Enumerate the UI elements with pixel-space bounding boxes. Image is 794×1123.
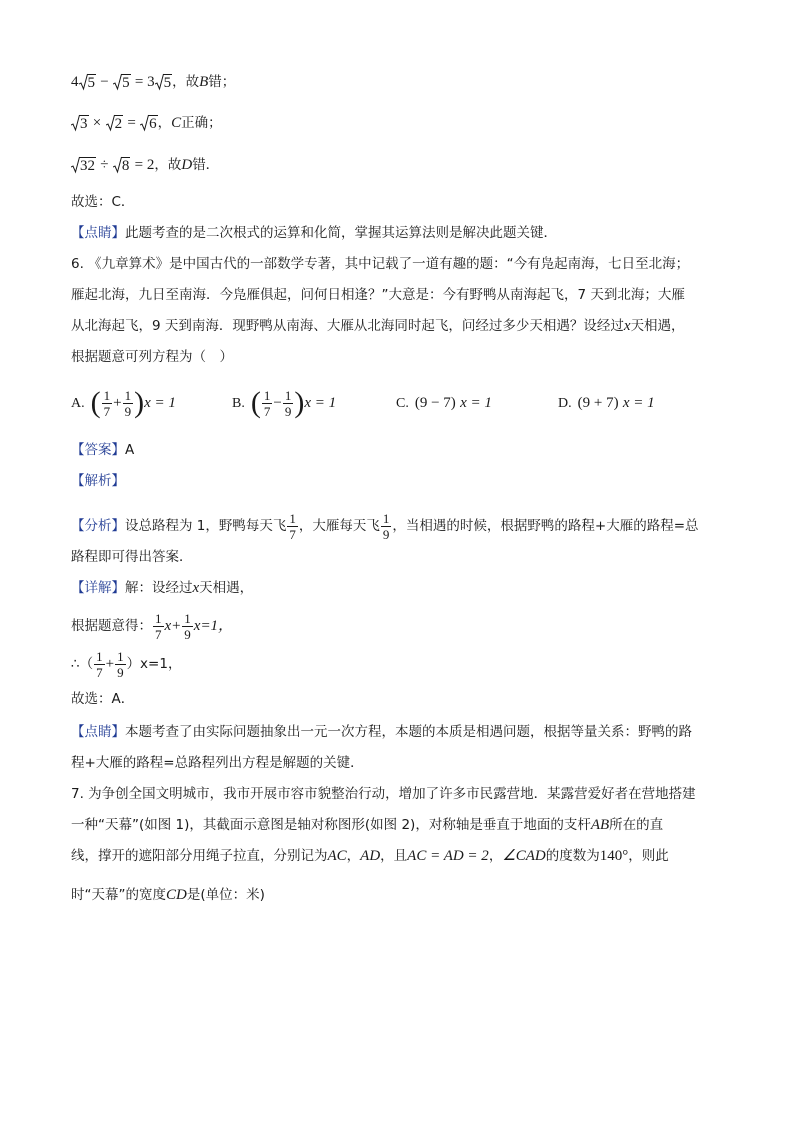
- sqrt-icon: 5: [79, 72, 97, 92]
- q5-remark: 【点睛】此题考查的是二次根式的运算和化简，掌握其运算法则是解决此题关键．: [71, 225, 557, 241]
- sqrt-icon: 5: [155, 72, 173, 92]
- q7-stem-line-3: 线，撑开的遮阳部分用绳子拉直，分别记为AC，AD，且AC = AD = 2，∠CAD的度数为140°，则此: [71, 848, 669, 864]
- q5-option-d-line: 32 ÷ 8 = 2，故D错．: [71, 155, 219, 175]
- q7-stem-line-4: 时“天幕”的宽度CD是(单位：米): [71, 887, 265, 903]
- q6-remark-line-2: 程+大雁的路程=总路程列出方程是解题的关键．: [71, 755, 364, 771]
- sqrt-icon: 8: [113, 155, 131, 175]
- answer-tag: 【答案】: [71, 442, 125, 458]
- sqrt-icon: 2: [106, 113, 124, 133]
- option-b[interactable]: B. ( $\frac{1}{7}$ − $\frac{1}{9}$ )x = 1: [232, 386, 337, 419]
- q6-therefore-line: ∴（ $\frac{1}{7}$ + $\frac{1}{9}$ ）x=1，: [71, 648, 182, 680]
- q5-option-c-line: 3 × 2 = 6，C正确；: [71, 113, 222, 133]
- therefore-icon: ∴（: [71, 656, 94, 672]
- sqrt-icon: 6: [140, 113, 158, 133]
- q6-remark-line-1: 【点睛】本题考查了由实际问题抽象出一元一次方程，本题的本质是相遇问题，根据等量关系：野鸭的路: [71, 724, 692, 740]
- q6-stem-line-4: 根据题意可列方程为（ ）: [71, 349, 233, 365]
- q6-analysis-tag: 【解析】: [71, 473, 125, 489]
- remark-tag: 【点睛】: [71, 225, 125, 241]
- q6-fenxi-line-1: 【分析】设总路程为 1，野鸭每天飞 $\frac{1}{7}$ ，大雁每天飞 $\frac{1}{9}$ ，当相遇的时候，根据野鸭的路程+大雁的路程=总: [71, 510, 699, 542]
- q6-fenxi-line-2: 路程即可得出答案．: [71, 549, 193, 565]
- q6-stem-line-3: 从北海起飞，9 天到南海．现野鸭从南海、大雁从北海同时起飞，问经过多少天相遇？设经过x天相遇，: [71, 318, 685, 334]
- q7-stem-line-2: 一种“天幕”(如图 1)，其截面示意图是轴对称图形(如图 2)，对称轴是垂直于地面的支杆AB所在的直: [71, 817, 664, 833]
- option-c[interactable]: C. (9 − 7) x = 1: [396, 395, 492, 411]
- option-a[interactable]: A. ( $\frac{1}{7}$ + $\frac{1}{9}$ )x = 1: [71, 386, 176, 419]
- q6-equation-line: 根据题意得： $\frac{1}{7}$ x+ $\frac{1}{9}$ x=1，: [71, 610, 234, 642]
- sqrt-icon: 3: [71, 113, 89, 133]
- q6-detail-line: 【详解】解：设经过x天相遇，: [71, 580, 254, 596]
- sqrt-icon: 32: [71, 155, 96, 175]
- q6-answer: 【答案】A: [71, 442, 135, 458]
- q6-stem-line-1: 6. 《九章算术》是中国古代的一部数学专著，其中记载了一道有趣的题：“今有凫起南海，七日至北海；: [71, 256, 690, 272]
- detail-tag: 【详解】: [71, 580, 125, 596]
- q5-choose: 故选：C．: [71, 194, 135, 210]
- sqrt-icon: 5: [113, 72, 131, 92]
- remark-tag: 【点睛】: [71, 724, 125, 740]
- q5-option-b-line: 4 5 − 5 = 3 5，故B错；: [71, 74, 236, 91]
- option-d[interactable]: D. (9 + 7) x = 1: [558, 395, 655, 411]
- q6-stem-line-2: 雁起北海，九日至南海．今凫雁俱起，问何日相逢？”大意是：今有野鸭从南海起飞，7 天到北海；大雁: [71, 287, 685, 303]
- q7-stem-line-1: 7. 为争创全国文明城市，我市开展市容市貌整治行动，增加了许多市民露营地．某露营爱好者在营地搭建: [71, 786, 696, 802]
- q6-choose: 故选：A．: [71, 691, 135, 707]
- fenxi-tag: 【分析】: [71, 518, 125, 534]
